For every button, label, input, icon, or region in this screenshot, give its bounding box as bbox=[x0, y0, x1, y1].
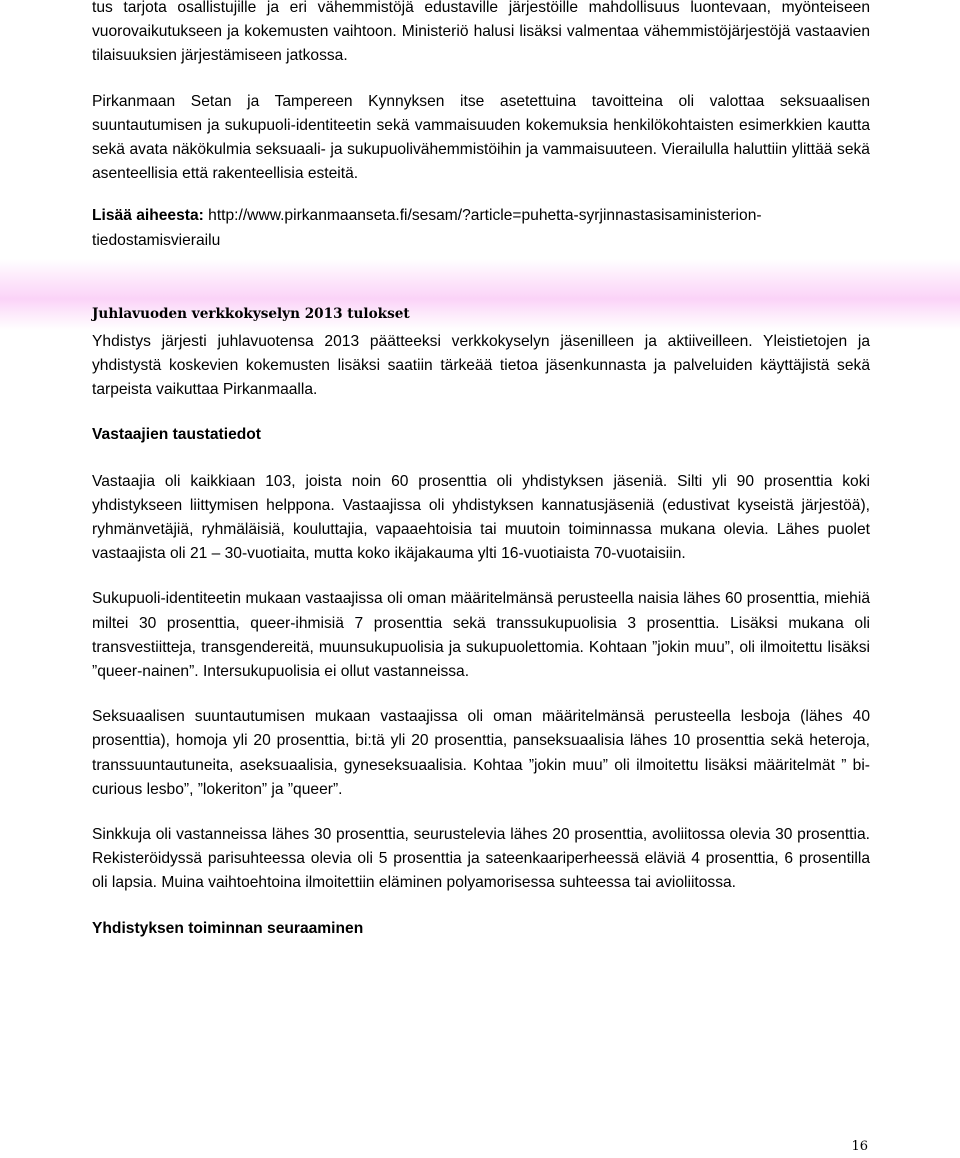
more-info-url[interactable]: http://www.pirkanmaanseta.fi/sesam/?article=puhetta-syrjinnastasisaministerion-tiedostamisvierailu bbox=[92, 207, 762, 249]
paragraph-sexual-orientation: Seksuaalisen suuntautumisen mukaan vastaajissa oli oman määritelmänsä perusteella lesboja (lähes 40 prosenttia), homoja yli 20 prosenttia, bi:tä yli 20 prosenttia, panseksuaalisia lähes 10 prosenttia sekä heteroja, transsuuntautuneita, aseksuaalisia, gyneseksuaalisia. Kohtaa ”jokin muu” oli ilmoitettu lisäksi määritelmät ” bi-curious lesbo”, ”lokeriton” ja ”queer”. bbox=[92, 708, 870, 798]
more-info-line bbox=[92, 204, 870, 252]
document-body bbox=[92, 0, 870, 941]
pirkanmaa-paragraph: Pirkanmaan Setan ja Tampereen Kynnyksen itse asetettuina tavoitteina oli valottaa seksuaalisen suuntautumisen ja sukupuoli-identiteetin sekä vammaisuuden kokemuksia henkilökohtaisten esimerkkien kautta sekä avata näkökulmia seksuaali- ja sukupuolivähemmistöihin ja vammaisuuteen. Vierailulla haluttiin ylittää sekä asenteellisia että rakenteellisia esteitä. bbox=[92, 92, 870, 183]
next-section-heading: Yhdistyksen toiminnan seuraaminen bbox=[92, 919, 364, 937]
background-heading: Vastaajien taustatiedot bbox=[92, 426, 261, 444]
more-info-label: Lisää aiheesta: bbox=[92, 207, 204, 225]
section-gradient-band bbox=[0, 259, 960, 299]
paragraph-respondents: Vastaajia oli kaikkiaan 103, joista noin 60 prosenttia oli yhdistyksen jäseniä. Silti yli 90 prosenttia koki yhdistykseen liittymisen helppona. Vastaajissa oli yhdistyksen kannatusjäseniä (edustivat kyseistä järjestöä), ryhmänvetäjiä, ryhmäläisiä, kouluttajia, vapaaehtoisia tai muutoin toiminnassa mukana olevia. Lähes puolet vastaajista oli 21 – 30-vuotiaita, mutta koko ikäjakauma ylti 16-vuotiaista 70-vuotaisiin. bbox=[92, 472, 870, 563]
paragraph-gender-identity: Sukupuoli-identiteetin mukaan vastaajissa oli oman määritelmänsä perusteella naisia lähes 60 prosenttia, miehiä miltei 30 prosenttia, queer-ihmisiä 7 prosenttia sekä transsukupuolisia 3 prosenttia. Lisäksi mukana oli transvestiitteja, transgendereitä, muunsukupuolisia ja sukupuolettomia. Kohtaan ”jokin muu”, oli ilmoitettu lisäksi ”queer-nainen”. Intersukupuolisia ei ollut vastanneissa. bbox=[92, 590, 870, 681]
intro-paragraph: tus tarjota osallistujille ja eri vähemmistöjä edustaville järjestöille mahdollisuus luontevaan, myönteiseen vuorovaikutukseen ja kokemusten vaihtoon. Ministeriö halusi lisäksi valmentaa vähemmistöjärjestöjä vastaavien tilaisuuksien järjestämiseen jatkossa. bbox=[92, 0, 870, 65]
page-number: 16 bbox=[851, 1139, 868, 1154]
survey-intro-paragraph: Yhdistys järjesti juhlavuotensa 2013 päätteeksi verkkokyselyn jäsenilleen ja aktiiveilleen. Yleistietojen ja yhdistystä koskevien kokemusten lisäksi saatiin tärkeää tietoa jäsenkunnasta ja palveluiden käyttäjistä sekä tarpeista vaikuttaa Pirkanmaalla. bbox=[92, 332, 870, 399]
survey-section-title: Juhlavuoden verkkokyselyn 2013 tulokset bbox=[92, 305, 410, 322]
survey-section-banner bbox=[0, 299, 960, 330]
paragraph-relationships: Sinkkuja oli vastanneissa lähes 30 prosenttia, seurustelevia lähes 20 prosenttia, avoliitossa olevia 30 prosenttia. Rekisteröidyssä parisuhteessa olevia oli 5 prosenttia ja sateenkaariperheessä eläviä 4 prosenttia, 6 prosentilla oli lapsia. Muina vaihtoehtoina ilmoitettiin eläminen polyamorisessa suhteessa tai avioliitossa. bbox=[92, 826, 870, 892]
